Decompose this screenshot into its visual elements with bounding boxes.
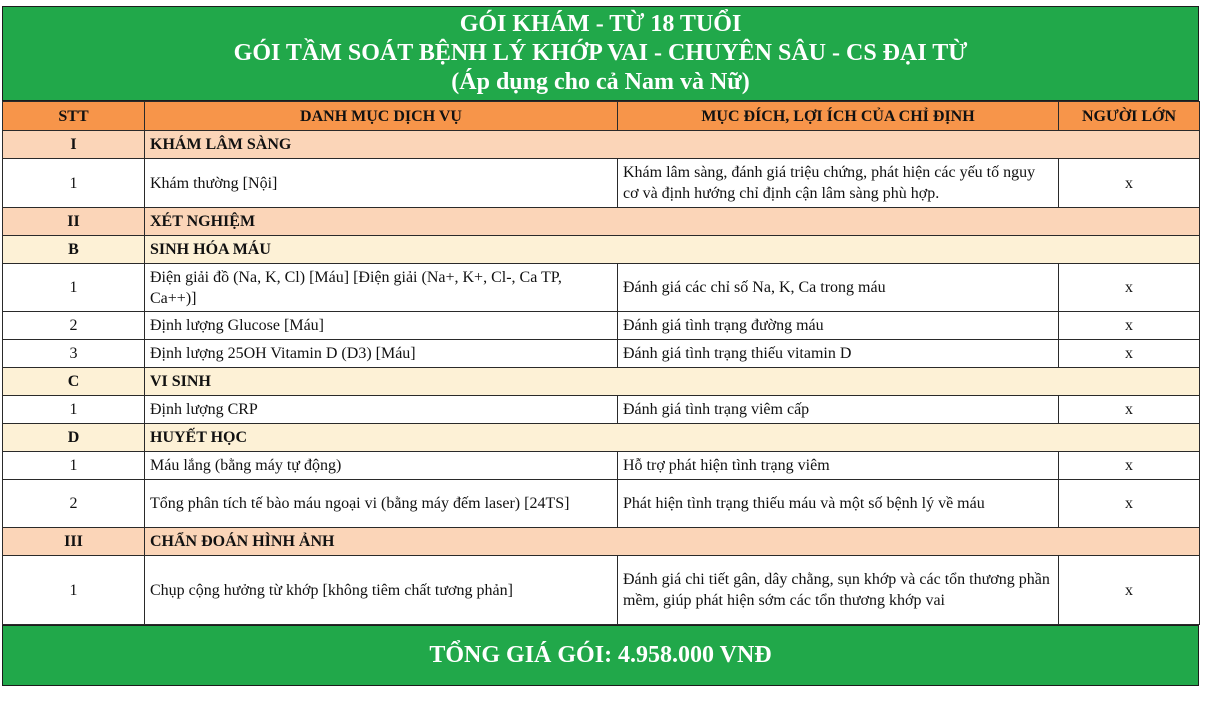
section-title: CHẨN ĐOÁN HÌNH ẢNH [145,528,1200,556]
header-line-2: GÓI TẦM SOÁT BỆNH LÝ KHỚP VAI - CHUYÊN SÂU - CS ĐẠI TỪ [233,40,968,66]
row-adult-mark: x [1059,340,1200,368]
row-stt: 1 [3,452,145,480]
col-service: DANH MỤC DỊCH VỤ [145,102,618,131]
row-purpose: Đánh giá tình trạng viêm cấp [618,396,1059,424]
row-stt: II [3,208,145,236]
row-adult-mark: x [1059,452,1200,480]
header-line-3: (Áp dụng cho cả Nam và Nữ) [451,69,750,95]
row-adult-mark: x [1059,556,1200,625]
table-row [3,396,1200,424]
col-adult: NGƯỜI LỚN [1059,102,1200,131]
table-row [3,480,1200,528]
package-sheet [2,6,1199,686]
row-stt: 2 [3,312,145,340]
row-adult-mark: x [1059,312,1200,340]
section-title: XÉT NGHIỆM [145,208,1200,236]
table-row [3,452,1200,480]
row-purpose: Phát hiện tình trạng thiếu máu và một số bệnh lý về máu [618,480,1059,528]
subsection-title: VI SINH [145,368,1200,396]
total-price-banner: TỔNG GIÁ GÓI: 4.958.000 VNĐ [2,625,1199,686]
row-stt: C [3,368,145,396]
row-service: Định lượng Glucose [Máu] [145,312,618,340]
section-row [3,528,1200,556]
row-purpose: Đánh giá các chỉ số Na, K, Ca trong máu [618,264,1059,312]
section-row [3,131,1200,159]
row-stt: 1 [3,556,145,625]
row-stt: III [3,528,145,556]
col-stt: STT [3,102,145,131]
package-header [2,6,1199,101]
section-title: KHÁM LÂM SÀNG [145,131,1200,159]
row-purpose: Đánh giá chi tiết gân, dây chằng, sụn khớp và các tổn thương phần mềm, giúp phát hiện sớm các tổn thương khớp vai [618,556,1059,625]
row-adult-mark: x [1059,480,1200,528]
header-line-1: GÓI KHÁM - TỪ 18 TUỔI [459,11,742,37]
row-purpose: Hỗ trợ phát hiện tình trạng viêm [618,452,1059,480]
table-row [3,159,1200,208]
section-row [3,208,1200,236]
table-row [3,340,1200,368]
subsection-row [3,424,1200,452]
table-row [3,312,1200,340]
subsection-title: SINH HÓA MÁU [145,236,1200,264]
service-table [2,101,1200,625]
row-stt: I [3,131,145,159]
row-purpose: Đánh giá tình trạng đường máu [618,312,1059,340]
subsection-row [3,236,1200,264]
table-header-row [3,102,1200,131]
row-adult-mark: x [1059,264,1200,312]
row-service: Định lượng 25OH Vitamin D (D3) [Máu] [145,340,618,368]
row-service: Khám thường [Nội] [145,159,618,208]
row-purpose: Đánh giá tình trạng thiếu vitamin D [618,340,1059,368]
row-service: Chụp cộng hưởng từ khớp [không tiêm chất tương phản] [145,556,618,625]
row-service: Máu lắng (bằng máy tự động) [145,452,618,480]
row-service: Định lượng CRP [145,396,618,424]
subsection-row [3,368,1200,396]
row-stt: 1 [3,396,145,424]
subsection-title: HUYẾT HỌC [145,424,1200,452]
row-adult-mark: x [1059,159,1200,208]
row-stt: 1 [3,159,145,208]
row-stt: B [3,236,145,264]
row-service: Điện giải đồ (Na, K, Cl) [Máu] [Điện giải (Na+, K+, Cl-, Ca TP, Ca++)] [145,264,618,312]
row-service: Tổng phân tích tế bào máu ngoại vi (bằng máy đếm laser) [24TS] [145,480,618,528]
row-stt: 3 [3,340,145,368]
table-row [3,264,1200,312]
col-purpose: MỤC ĐÍCH, LỢI ÍCH CỦA CHỈ ĐỊNH [618,102,1059,131]
row-purpose: Khám lâm sàng, đánh giá triệu chứng, phát hiện các yếu tố nguy cơ và định hướng chỉ định cận lâm sàng phù hợp. [618,159,1059,208]
row-stt: 2 [3,480,145,528]
row-stt: D [3,424,145,452]
row-stt: 1 [3,264,145,312]
table-row [3,556,1200,625]
row-adult-mark: x [1059,396,1200,424]
